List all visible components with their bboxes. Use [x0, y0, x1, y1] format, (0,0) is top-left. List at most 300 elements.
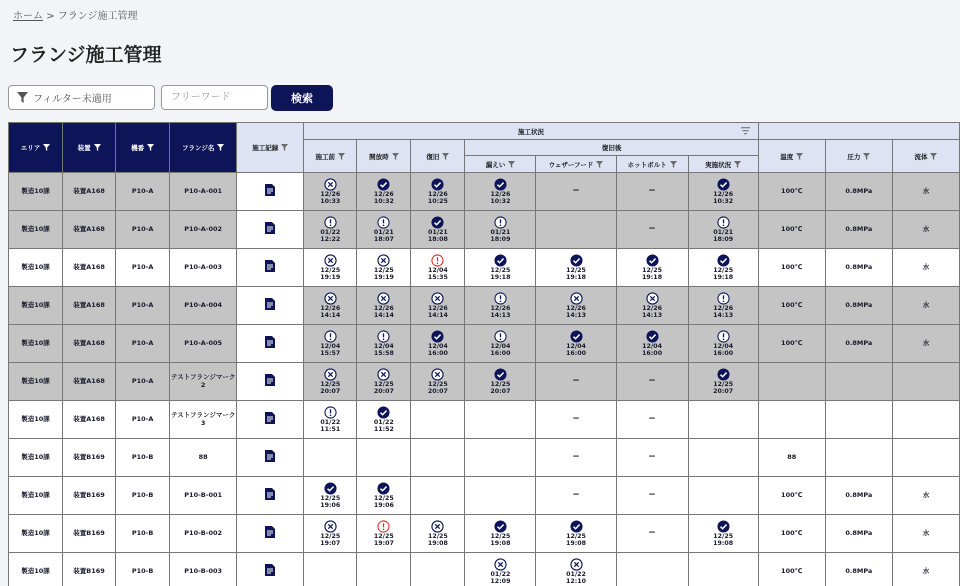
cell-status-before[interactable]: [304, 515, 357, 553]
cell-fluid: 水: [892, 477, 959, 515]
col-header-open[interactable]: 開放時: [357, 140, 411, 173]
cell-status-open[interactable]: [357, 477, 411, 515]
cell-record[interactable]: [237, 553, 304, 586]
x-circle-icon: [570, 292, 583, 305]
search-button[interactable]: 検索: [271, 85, 333, 111]
filter-icon[interactable]: [930, 153, 937, 160]
cell-status-actual[interactable]: [688, 211, 758, 249]
cell-status-weather[interactable]: [536, 325, 616, 363]
cell-temp: [758, 363, 825, 401]
filter-icon[interactable]: [281, 144, 288, 151]
check-circle-icon: [494, 254, 507, 267]
col-header-device[interactable]: 装置: [63, 123, 116, 173]
status-date: 12/25: [490, 266, 511, 274]
cell-status-hotbolt: [616, 173, 688, 211]
table-row[interactable]: [9, 211, 960, 249]
cell-pressure: 0.8MPa: [825, 515, 892, 553]
status-date: 12/26: [373, 190, 394, 198]
filter-icon: [17, 92, 28, 103]
cell-status-open[interactable]: [357, 363, 411, 401]
status-time: 14:13: [642, 311, 663, 319]
cell-status-restore[interactable]: [411, 515, 465, 553]
cell-equipment: P10-A: [116, 363, 170, 401]
document-icon[interactable]: [265, 222, 275, 234]
status-date: 12/04: [566, 342, 586, 350]
x-circle-icon: [431, 368, 444, 381]
status-dash: −: [648, 490, 656, 501]
cell-status-restore: [411, 439, 465, 477]
table-row[interactable]: [9, 249, 960, 287]
cell-pressure: 0.8MPa: [825, 477, 892, 515]
document-icon[interactable]: [265, 526, 275, 538]
status-date: 12/25: [373, 380, 394, 388]
cell-status-before[interactable]: [304, 249, 357, 287]
cell-pressure: [825, 439, 892, 477]
cell-status-weather: [536, 401, 616, 439]
cell-pressure: 0.8MPa: [825, 287, 892, 325]
cell-status-restore[interactable]: [411, 173, 465, 211]
cell-status-leak[interactable]: [465, 363, 536, 401]
cell-equipment: P10-A: [116, 401, 170, 439]
cell-record[interactable]: [237, 477, 304, 515]
exclamation-circle-icon: [324, 330, 337, 343]
cell-status-restore[interactable]: [411, 211, 465, 249]
cell-status-leak[interactable]: [465, 325, 536, 363]
document-icon[interactable]: [265, 184, 275, 196]
table-row[interactable]: [9, 401, 960, 439]
exclamation-circle-icon: [324, 406, 337, 419]
cell-fluid: [892, 401, 959, 439]
filter-icon[interactable]: [338, 153, 345, 160]
cell-fluid: 水: [892, 211, 959, 249]
cell-status-before[interactable]: [304, 325, 357, 363]
cell-status-hotbolt: [616, 477, 688, 515]
status-dash: −: [572, 186, 580, 197]
status-date: 12/04: [490, 342, 511, 350]
status-time: 19:19: [320, 273, 341, 281]
cell-status-actual: [688, 401, 758, 439]
cell-record[interactable]: [237, 173, 304, 211]
cell-status-open: [357, 439, 411, 477]
cell-status-open[interactable]: [357, 515, 411, 553]
status-date: 12/25: [566, 532, 586, 540]
filter-button-label: フィルター未適用: [33, 94, 112, 105]
cell-record[interactable]: [237, 211, 304, 249]
status-time: 20:07: [490, 387, 511, 395]
status-date: 12/25: [373, 532, 394, 540]
cell-status-leak[interactable]: [465, 287, 536, 325]
filter-button[interactable]: [8, 85, 155, 110]
cell-record[interactable]: [237, 249, 304, 287]
status-time: 15:58: [373, 349, 394, 357]
cell-status-actual[interactable]: [688, 173, 758, 211]
check-circle-icon: [570, 330, 583, 343]
status-time: 19:08: [713, 539, 734, 547]
status-date: 12/26: [427, 190, 448, 198]
cell-record[interactable]: [237, 287, 304, 325]
filter-icon[interactable]: [392, 153, 399, 160]
status-date: 01/21: [490, 228, 511, 236]
status-time: 10:25: [427, 197, 448, 205]
cell-equipment: P10-A: [116, 173, 170, 211]
status-time: 12:10: [565, 577, 587, 585]
cell-status-restore[interactable]: [411, 363, 465, 401]
document-icon[interactable]: [265, 374, 275, 386]
x-circle-icon: [324, 368, 337, 381]
status-date: 12/04: [427, 342, 448, 350]
cell-record[interactable]: [237, 439, 304, 477]
table-row[interactable]: [9, 477, 960, 515]
cell-status-actual[interactable]: [688, 325, 758, 363]
status-dash: −: [648, 376, 656, 387]
x-circle-icon: [324, 520, 337, 533]
filter-icon[interactable]: [94, 144, 101, 151]
status-time: 20:07: [320, 387, 341, 395]
cell-status-actual: [688, 477, 758, 515]
cell-temp: 88: [758, 439, 825, 477]
x-circle-icon: [324, 178, 337, 191]
cell-fluid: 水: [892, 287, 959, 325]
filter-icon[interactable]: [508, 161, 515, 168]
status-date: 12/26: [320, 304, 341, 312]
cell-record[interactable]: [237, 515, 304, 553]
table-row[interactable]: [9, 287, 960, 325]
cell-status-hotbolt[interactable]: [616, 287, 688, 325]
status-time: 19:19: [373, 273, 394, 281]
filter-icon[interactable]: [43, 144, 50, 151]
cell-temp: 100℃: [758, 515, 825, 553]
col-header-record[interactable]: 施工記録: [237, 123, 304, 173]
cell-device: 装置B169: [63, 515, 116, 553]
cell-record[interactable]: [237, 363, 304, 401]
exclamation-circle-icon: [717, 216, 730, 229]
document-icon[interactable]: [265, 412, 275, 424]
cell-record[interactable]: [237, 325, 304, 363]
cell-status-open[interactable]: [357, 249, 411, 287]
status-date: 01/21: [373, 228, 394, 236]
filter-icon[interactable]: [147, 144, 154, 151]
status-time: 20:07: [427, 387, 448, 395]
status-time: 20:07: [713, 387, 734, 395]
cell-device: 装置A168: [63, 363, 116, 401]
col-header-pressure[interactable]: 圧力: [825, 140, 892, 173]
cell-status-weather: [536, 439, 616, 477]
cell-area: 製造10課: [9, 401, 63, 439]
col-header-restore[interactable]: 復旧: [411, 140, 465, 173]
status-dash: −: [648, 414, 656, 425]
cell-status-hotbolt[interactable]: [616, 249, 688, 287]
col-header-hotbolt[interactable]: ホットボルト: [616, 156, 688, 173]
check-circle-icon: [717, 178, 730, 191]
cell-status-leak: [465, 401, 536, 439]
check-circle-icon: [431, 178, 444, 191]
status-time: 16:00: [713, 349, 734, 357]
filter-icon[interactable]: [670, 161, 677, 168]
col-header-area[interactable]: エリア: [9, 123, 63, 173]
check-circle-icon: [377, 178, 390, 191]
cell-status-actual[interactable]: [688, 363, 758, 401]
col-header-leak[interactable]: 漏えい: [465, 156, 536, 173]
cell-pressure: [825, 401, 892, 439]
col-header-actual[interactable]: 実施状況: [688, 156, 758, 173]
cell-status-before: [304, 553, 357, 586]
x-circle-icon: [646, 292, 659, 305]
document-icon[interactable]: [265, 488, 275, 500]
check-circle-icon: [324, 482, 337, 495]
page-title: フランジ施工管理: [10, 44, 162, 66]
status-date: 12/04: [713, 342, 734, 350]
x-circle-icon: [324, 292, 337, 305]
col-header-before[interactable]: 施工前: [304, 140, 357, 173]
cell-status-before[interactable]: [304, 401, 357, 439]
cell-temp: 100℃: [758, 553, 825, 586]
cell-temp: [758, 401, 825, 439]
cell-status-leak[interactable]: [465, 553, 536, 586]
cell-status-actual[interactable]: [688, 515, 758, 553]
cell-temp: 100℃: [758, 287, 825, 325]
status-date: 01/22: [320, 228, 341, 236]
table-row[interactable]: [9, 515, 960, 553]
keyword-input[interactable]: [161, 85, 268, 110]
status-dash: −: [648, 528, 656, 539]
x-circle-icon: [377, 254, 390, 267]
document-icon[interactable]: [265, 450, 275, 462]
cell-status-hotbolt[interactable]: [616, 325, 688, 363]
cell-status-before[interactable]: [304, 363, 357, 401]
cell-status-open[interactable]: [357, 325, 411, 363]
check-circle-icon: [494, 368, 507, 381]
flange-table: [8, 122, 960, 586]
cell-status-restore: [411, 477, 465, 515]
cell-pressure: 0.8MPa: [825, 249, 892, 287]
col-header-flange[interactable]: フランジ名: [170, 123, 237, 173]
cell-flange: P10-A-005: [170, 325, 237, 363]
status-time: 19:07: [320, 539, 341, 547]
status-time: 14:14: [427, 311, 448, 319]
exclamation-circle-icon: [494, 330, 507, 343]
cell-status-actual: [688, 553, 758, 586]
cell-device: 装置B169: [63, 477, 116, 515]
cell-fluid: [892, 439, 959, 477]
cell-status-open[interactable]: [357, 211, 411, 249]
cell-equipment: P10-B: [116, 439, 170, 477]
status-date: 12/26: [373, 304, 394, 312]
cell-area: 製造10課: [9, 553, 63, 586]
status-time: 10:32: [373, 197, 394, 205]
cell-equipment: P10-A: [116, 325, 170, 363]
breadcrumb-current: フランジ施工管理: [57, 11, 138, 22]
cell-area: 製造10課: [9, 477, 63, 515]
exclamation-circle-icon: [717, 330, 730, 343]
status-date: 12/26: [490, 304, 511, 312]
check-circle-icon: [646, 254, 659, 267]
status-time: 19:18: [713, 273, 734, 281]
status-date: 01/22: [320, 418, 341, 426]
status-date: 12/25: [642, 266, 662, 274]
cell-pressure: 0.8MPa: [825, 553, 892, 586]
flange-table-container[interactable]: [8, 122, 960, 586]
check-circle-icon: [494, 178, 507, 191]
cell-status-leak[interactable]: [465, 249, 536, 287]
cell-status-before[interactable]: [304, 477, 357, 515]
col-group-status: 施工状況: [304, 123, 758, 140]
status-time: 11:52: [373, 425, 394, 433]
filter-icon[interactable]: [442, 153, 449, 160]
status-time: 14:13: [490, 311, 511, 319]
status-time: 19:07: [373, 539, 394, 547]
cell-status-open: [357, 553, 411, 586]
table-row[interactable]: [9, 439, 960, 477]
filter-icon[interactable]: [863, 153, 870, 160]
status-time: 18:07: [373, 235, 394, 243]
cell-equipment: P10-B: [116, 553, 170, 586]
col-header-weatherhood[interactable]: ウェザーフード: [536, 156, 616, 173]
exclamation-circle-red-icon: [431, 254, 444, 267]
status-time: 19:06: [373, 501, 394, 509]
cell-temp: 100℃: [758, 249, 825, 287]
exclamation-circle-icon: [494, 292, 507, 305]
x-circle-icon: [431, 292, 444, 305]
cell-temp: 100℃: [758, 211, 825, 249]
col-header-fluid[interactable]: 流体: [892, 140, 959, 173]
col-header-equipment[interactable]: 機番: [116, 123, 170, 173]
exclamation-circle-icon: [324, 216, 337, 229]
status-date: 12/25: [427, 380, 448, 388]
col-header-temp[interactable]: 温度: [758, 140, 825, 173]
cell-status-restore[interactable]: [411, 249, 465, 287]
table-row[interactable]: [9, 553, 960, 586]
status-time: 19:08: [565, 539, 587, 547]
status-dash: −: [572, 376, 580, 387]
check-circle-icon: [377, 406, 390, 419]
status-date: 12/26: [427, 304, 448, 312]
cell-pressure: 0.8MPa: [825, 211, 892, 249]
cell-flange: P10-B-003: [170, 553, 237, 586]
status-time: 10:32: [713, 197, 734, 205]
cell-status-weather[interactable]: [536, 553, 616, 586]
cell-status-actual[interactable]: [688, 249, 758, 287]
cell-status-open[interactable]: [357, 401, 411, 439]
table-row[interactable]: [9, 173, 960, 211]
check-circle-icon: [717, 520, 730, 533]
document-icon[interactable]: [265, 260, 275, 272]
status-date: 12/04: [320, 342, 341, 350]
status-dash: −: [572, 452, 580, 463]
document-icon[interactable]: [265, 298, 275, 310]
cell-flange: P10-A-003: [170, 249, 237, 287]
filter-icon[interactable]: [596, 161, 603, 168]
cell-area: 製造10課: [9, 325, 63, 363]
cell-fluid: [892, 363, 959, 401]
x-circle-icon: [570, 558, 583, 571]
cell-area: 製造10課: [9, 249, 63, 287]
status-time: 19:18: [565, 273, 587, 281]
status-time: 15:35: [427, 273, 448, 281]
status-date: 12/25: [373, 494, 394, 502]
cell-status-open[interactable]: [357, 173, 411, 211]
cell-area: 製造10課: [9, 515, 63, 553]
filter-icon[interactable]: [741, 127, 750, 136]
status-date: 12/26: [320, 190, 341, 198]
breadcrumb-separator: >: [46, 11, 55, 22]
cell-status-weather[interactable]: [536, 249, 616, 287]
status-time: 19:08: [427, 539, 448, 547]
check-circle-icon: [717, 368, 730, 381]
x-circle-icon: [377, 368, 390, 381]
breadcrumb-home-link[interactable]: ホーム: [13, 11, 43, 22]
filter-icon[interactable]: [796, 153, 803, 160]
cell-equipment: P10-A: [116, 249, 170, 287]
status-date: 12/25: [490, 380, 511, 388]
status-date: 01/22: [373, 418, 394, 426]
cell-temp: 100℃: [758, 477, 825, 515]
x-circle-icon: [494, 558, 507, 571]
cell-pressure: [825, 363, 892, 401]
cell-temp: 100℃: [758, 325, 825, 363]
status-date: 12/25: [320, 532, 341, 540]
cell-status-restore: [411, 401, 465, 439]
cell-pressure: 0.8MPa: [825, 325, 892, 363]
cell-status-restore[interactable]: [411, 287, 465, 325]
cell-status-restore[interactable]: [411, 325, 465, 363]
status-date: 12/25: [427, 532, 448, 540]
filter-icon[interactable]: [217, 144, 224, 151]
status-date: 12/25: [713, 380, 734, 388]
check-circle-icon: [377, 482, 390, 495]
cell-equipment: P10-B: [116, 477, 170, 515]
cell-device: 装置B169: [63, 553, 116, 586]
cell-flange: P10-A-002: [170, 211, 237, 249]
status-date: 12/25: [566, 266, 586, 274]
cell-status-actual[interactable]: [688, 287, 758, 325]
check-circle-icon: [717, 254, 730, 267]
status-dash: −: [648, 452, 656, 463]
table-row[interactable]: [9, 325, 960, 363]
cell-status-leak[interactable]: [465, 211, 536, 249]
status-time: 16:00: [490, 349, 511, 357]
check-circle-icon: [431, 216, 444, 229]
cell-record[interactable]: [237, 401, 304, 439]
cell-equipment: P10-B: [116, 515, 170, 553]
cell-device: 装置A168: [63, 325, 116, 363]
status-time: 19:18: [490, 273, 511, 281]
status-date: 12/26: [713, 190, 734, 198]
col-group-spec: [758, 123, 959, 140]
cell-status-before[interactable]: [304, 173, 357, 211]
cell-status-before[interactable]: [304, 211, 357, 249]
x-circle-icon: [324, 254, 337, 267]
cell-device: 装置A168: [63, 249, 116, 287]
status-time: 14:14: [373, 311, 394, 319]
cell-status-weather[interactable]: [536, 515, 616, 553]
cell-status-before[interactable]: [304, 287, 357, 325]
exclamation-circle-red-icon: [377, 520, 390, 533]
cell-status-leak[interactable]: [465, 515, 536, 553]
status-date: 12/26: [490, 190, 511, 198]
cell-status-weather[interactable]: [536, 287, 616, 325]
cell-status-open[interactable]: [357, 287, 411, 325]
document-icon[interactable]: [265, 564, 275, 576]
filter-icon[interactable]: [734, 161, 741, 168]
x-circle-icon: [431, 520, 444, 533]
status-dash: −: [572, 490, 580, 501]
table-row[interactable]: [9, 363, 960, 401]
cell-area: 製造10課: [9, 439, 63, 477]
status-date: 12/25: [320, 494, 341, 502]
exclamation-circle-icon: [377, 216, 390, 229]
cell-status-leak[interactable]: [465, 173, 536, 211]
document-icon[interactable]: [265, 336, 275, 348]
